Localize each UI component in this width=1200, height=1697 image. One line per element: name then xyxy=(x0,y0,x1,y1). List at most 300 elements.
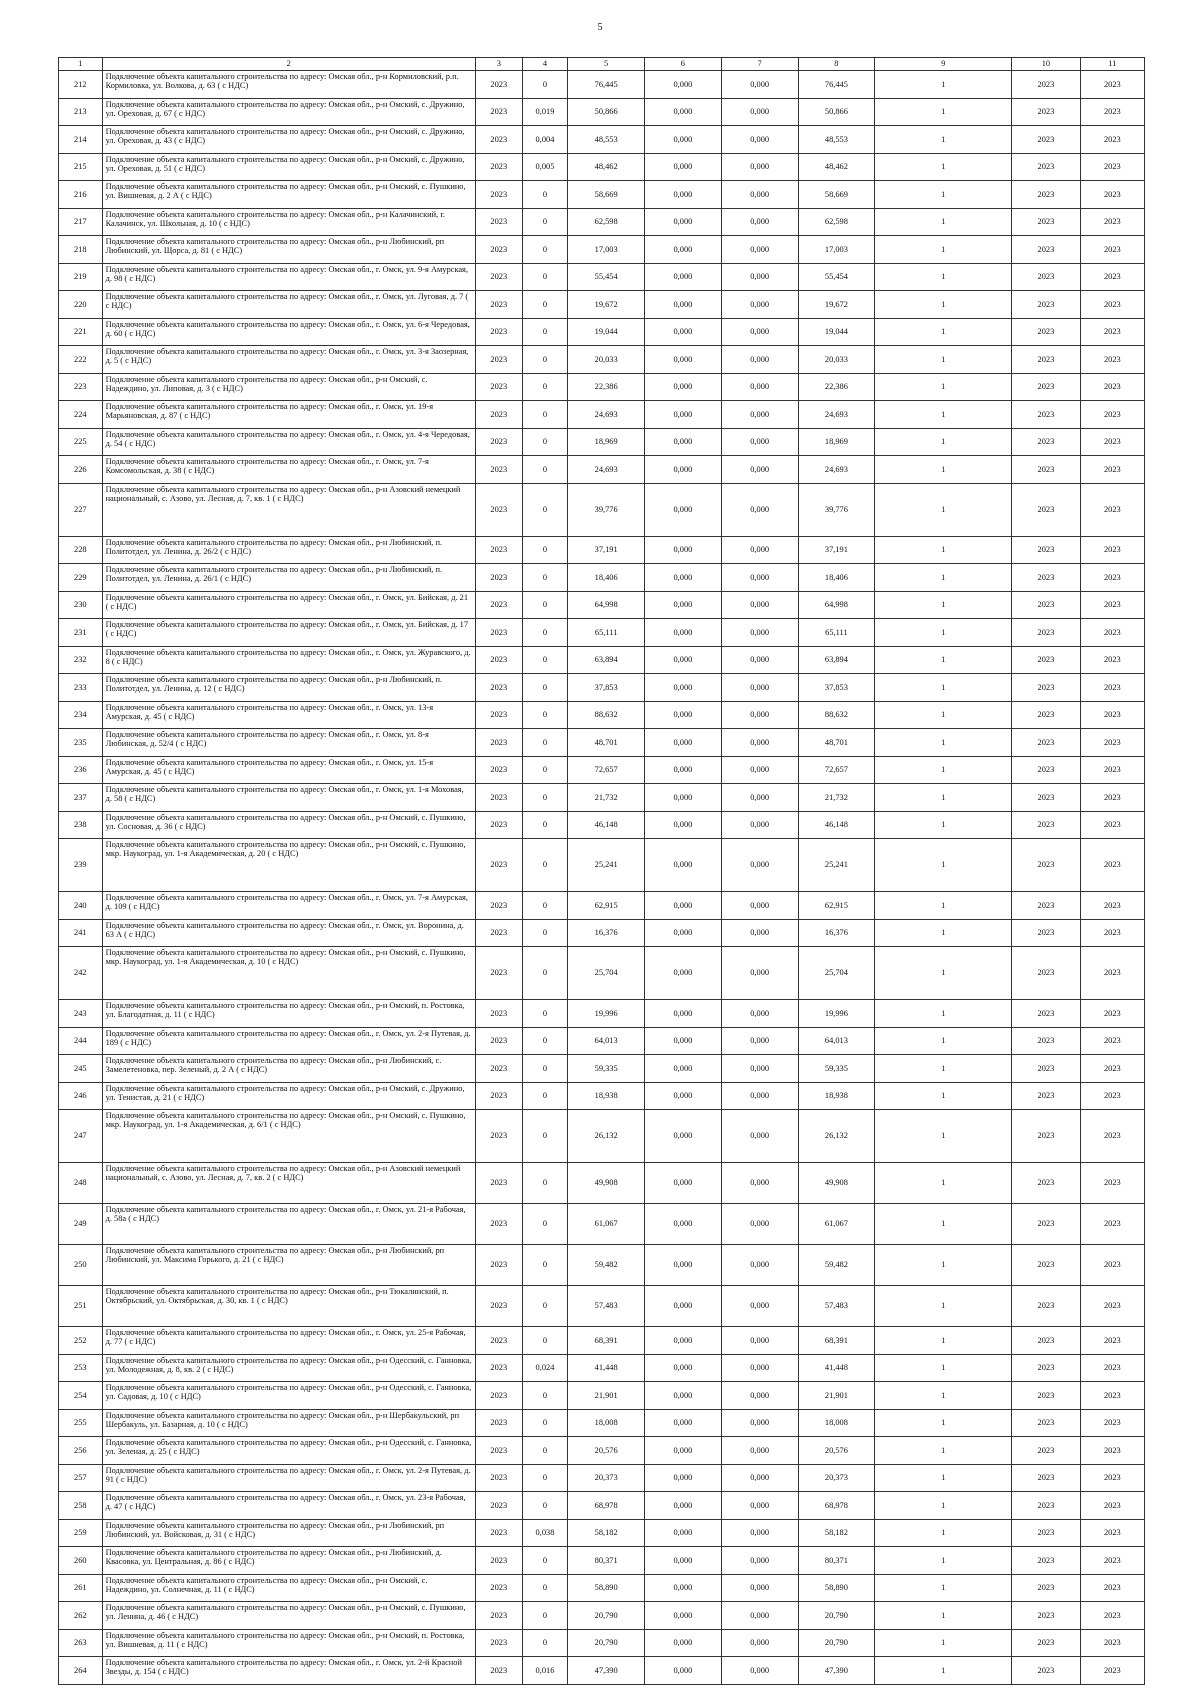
value-col7: 0,000 xyxy=(721,208,798,236)
object-description: Подключение объекта капитального строительства по адресу: Омская обл., г. Омск, ул. Бийская, д. 17 ( с НДС) xyxy=(102,619,475,647)
value-col7: 0,000 xyxy=(721,263,798,291)
year-cell: 2023 xyxy=(475,892,522,920)
table-row xyxy=(59,729,1145,757)
value-col4: 0 xyxy=(522,1574,568,1602)
year-start-cell: 2023 xyxy=(1012,1354,1080,1382)
value-col6: 0,000 xyxy=(645,1204,722,1245)
value-col9: 1 xyxy=(875,1547,1012,1575)
value-col4: 0 xyxy=(522,892,568,920)
value-col7: 0,000 xyxy=(721,1027,798,1055)
year-cell: 2023 xyxy=(475,619,522,647)
value-col7: 0,000 xyxy=(721,1629,798,1657)
object-description: Подключение объекта капитального строительства по адресу: Омская обл., р-н Любинский, п. Политотдел, ул. Ленина, д. 26/2 ( с НДС) xyxy=(102,536,475,564)
value-col5: 41,448 xyxy=(568,1354,645,1382)
year-end-cell: 2023 xyxy=(1080,98,1144,126)
year-cell: 2023 xyxy=(475,1547,522,1575)
table-row xyxy=(59,373,1145,401)
table-row xyxy=(59,1409,1145,1437)
year-cell: 2023 xyxy=(475,428,522,456)
value-col5: 20,373 xyxy=(568,1464,645,1492)
table-row xyxy=(59,401,1145,429)
value-col4: 0 xyxy=(522,263,568,291)
value-col5: 47,390 xyxy=(568,1657,645,1685)
value-col5: 58,669 xyxy=(568,181,645,209)
year-end-cell: 2023 xyxy=(1080,181,1144,209)
row-number: 218 xyxy=(59,236,103,264)
value-col8: 48,553 xyxy=(798,126,875,154)
year-start-cell: 2023 xyxy=(1012,318,1080,346)
year-cell: 2023 xyxy=(475,1492,522,1520)
value-col8: 17,003 xyxy=(798,236,875,264)
value-col4: 0 xyxy=(522,456,568,484)
year-start-cell: 2023 xyxy=(1012,1110,1080,1163)
value-col8: 76,445 xyxy=(798,71,875,99)
value-col7: 0,000 xyxy=(721,619,798,647)
object-description: Подключение объекта капитального строительства по адресу: Омская обл., г. Омск, ул. 2-я Путевая, д. 91 ( с НДС) xyxy=(102,1464,475,1492)
object-description: Подключение объекта капитального строительства по адресу: Омская обл., р-н Любинский, п. Политотдел, ул. Ленина, д. 12 ( с НДС) xyxy=(102,674,475,702)
row-number: 231 xyxy=(59,619,103,647)
value-col5: 22,386 xyxy=(568,373,645,401)
year-start-cell: 2023 xyxy=(1012,1082,1080,1110)
table-row xyxy=(59,126,1145,154)
value-col4: 0 xyxy=(522,1437,568,1465)
value-col8: 21,732 xyxy=(798,784,875,812)
value-col7: 0,000 xyxy=(721,1382,798,1410)
row-number: 252 xyxy=(59,1327,103,1355)
row-number: 261 xyxy=(59,1574,103,1602)
value-col5: 19,044 xyxy=(568,318,645,346)
value-col5: 57,483 xyxy=(568,1286,645,1327)
year-end-cell: 2023 xyxy=(1080,1437,1144,1465)
year-cell: 2023 xyxy=(475,839,522,892)
value-col8: 64,998 xyxy=(798,591,875,619)
value-col8: 24,693 xyxy=(798,456,875,484)
value-col5: 68,391 xyxy=(568,1327,645,1355)
value-col5: 49,908 xyxy=(568,1163,645,1204)
row-number: 230 xyxy=(59,591,103,619)
value-col6: 0,000 xyxy=(645,318,722,346)
object-description: Подключение объекта капитального строительства по адресу: Омская обл., г. Омск, ул. 2-й Красной Звезды, д. 154 ( с НДС) xyxy=(102,1657,475,1685)
year-start-cell: 2023 xyxy=(1012,1437,1080,1465)
year-end-cell: 2023 xyxy=(1080,1409,1144,1437)
value-col6: 0,000 xyxy=(645,1163,722,1204)
year-start-cell: 2023 xyxy=(1012,591,1080,619)
value-col7: 0,000 xyxy=(721,1409,798,1437)
year-end-cell: 2023 xyxy=(1080,1082,1144,1110)
value-col4: 0 xyxy=(522,1204,568,1245)
object-description: Подключение объекта капитального строительства по адресу: Омская обл., р-н Омский, с. Дружино, ул. Тенистая, д. 21 ( с НДС) xyxy=(102,1082,475,1110)
value-col6: 0,000 xyxy=(645,346,722,374)
year-end-cell: 2023 xyxy=(1080,1547,1144,1575)
value-col6: 0,000 xyxy=(645,1437,722,1465)
value-col9: 1 xyxy=(875,1409,1012,1437)
value-col9: 1 xyxy=(875,1382,1012,1410)
value-col7: 0,000 xyxy=(721,674,798,702)
object-description: Подключение объекта капитального строительства по адресу: Омская обл., р-н Омский, с. Пушкино, ул. Ленина, д. 46 ( с НДС) xyxy=(102,1602,475,1630)
value-col9: 1 xyxy=(875,1245,1012,1286)
value-col9: 1 xyxy=(875,181,1012,209)
year-start-cell: 2023 xyxy=(1012,291,1080,319)
value-col4: 0 xyxy=(522,1000,568,1028)
value-col7: 0,000 xyxy=(721,756,798,784)
value-col8: 19,672 xyxy=(798,291,875,319)
value-col9: 1 xyxy=(875,784,1012,812)
value-col9: 1 xyxy=(875,591,1012,619)
value-col7: 0,000 xyxy=(721,811,798,839)
year-start-cell: 2023 xyxy=(1012,1027,1080,1055)
object-description: Подключение объекта капитального строительства по адресу: Омская обл., г. Омск, ул. 13-я Амурская, д. 45 ( с НДС) xyxy=(102,701,475,729)
row-number: 235 xyxy=(59,729,103,757)
value-col5: 17,003 xyxy=(568,236,645,264)
value-col4: 0 xyxy=(522,646,568,674)
object-description: Подключение объекта капитального строительства по адресу: Омская обл., г. Омск, ул. 1-я Моховая, д. 58 ( с НДС) xyxy=(102,784,475,812)
value-col4: 0 xyxy=(522,1492,568,1520)
value-col7: 0,000 xyxy=(721,1519,798,1547)
object-description: Подключение объекта капитального строительства по адресу: Омская обл., р-н Одесский, с. Ганновка, ул. Молодежная, д. 8, кв. 2 ( с НДС) xyxy=(102,1354,475,1382)
value-col5: 80,371 xyxy=(568,1547,645,1575)
value-col8: 63,894 xyxy=(798,646,875,674)
table-row xyxy=(59,1204,1145,1245)
table-row xyxy=(59,756,1145,784)
object-description: Подключение объекта капитального строительства по адресу: Омская обл., р-н Омский, с. Пушкино, мкр. Наукоград, ул. 1-я Академическая, д. 6/1 ( с НДС) xyxy=(102,1110,475,1163)
object-description: Подключение объекта капитального строительства по адресу: Омская обл., г. Омск, ул. 21-я Рабочая, д. 58а ( с НДС) xyxy=(102,1204,475,1245)
value-col4: 0 xyxy=(522,591,568,619)
row-number: 254 xyxy=(59,1382,103,1410)
value-col5: 24,693 xyxy=(568,456,645,484)
year-start-cell: 2023 xyxy=(1012,263,1080,291)
table-row xyxy=(59,1027,1145,1055)
value-col4: 0 xyxy=(522,1055,568,1083)
table-row xyxy=(59,1382,1145,1410)
table-row xyxy=(59,1519,1145,1547)
year-start-cell: 2023 xyxy=(1012,839,1080,892)
row-number: 247 xyxy=(59,1110,103,1163)
table-row xyxy=(59,1492,1145,1520)
value-col4: 0 xyxy=(522,784,568,812)
value-col6: 0,000 xyxy=(645,1574,722,1602)
value-col7: 0,000 xyxy=(721,71,798,99)
value-col4: 0 xyxy=(522,1027,568,1055)
object-description: Подключение объекта капитального строительства по адресу: Омская обл., г. Омск, ул. 4-я Чередовая, д. 54 ( с НДС) xyxy=(102,428,475,456)
object-description: Подключение объекта капитального строительства по адресу: Омская обл., р-н Калачинский, г. Калачинск, ул. Школьная, д. 10 ( с НДС) xyxy=(102,208,475,236)
value-col7: 0,000 xyxy=(721,1547,798,1575)
table-row xyxy=(59,619,1145,647)
object-description: Подключение объекта капитального строительства по адресу: Омская обл., р-н Омский, с. Надеждино, ул. Солнечная, д. 11 ( с НДС) xyxy=(102,1574,475,1602)
value-col4: 0 xyxy=(522,483,568,536)
year-end-cell: 2023 xyxy=(1080,236,1144,264)
table-row xyxy=(59,811,1145,839)
row-number: 262 xyxy=(59,1602,103,1630)
value-col5: 19,672 xyxy=(568,291,645,319)
table-row xyxy=(59,591,1145,619)
year-cell: 2023 xyxy=(475,674,522,702)
value-col7: 0,000 xyxy=(721,1464,798,1492)
table-row xyxy=(59,536,1145,564)
value-col8: 48,701 xyxy=(798,729,875,757)
object-description: Подключение объекта капитального строительства по адресу: Омская обл., р-н Омский, с. Дружино, ул. Ореховая, д. 51 ( с НДС) xyxy=(102,153,475,181)
year-start-cell: 2023 xyxy=(1012,401,1080,429)
value-col8: 18,406 xyxy=(798,564,875,592)
table-row xyxy=(59,1082,1145,1110)
object-description: Подключение объекта капитального строительства по адресу: Омская обл., г. Омск, ул. Бийская, д. 21 ( с НДС) xyxy=(102,591,475,619)
value-col5: 20,576 xyxy=(568,1437,645,1465)
year-start-cell: 2023 xyxy=(1012,153,1080,181)
table-row xyxy=(59,1245,1145,1286)
value-col7: 0,000 xyxy=(721,236,798,264)
value-col9: 1 xyxy=(875,919,1012,947)
year-end-cell: 2023 xyxy=(1080,291,1144,319)
value-col8: 20,576 xyxy=(798,1437,875,1465)
value-col7: 0,000 xyxy=(721,1110,798,1163)
year-start-cell: 2023 xyxy=(1012,1204,1080,1245)
value-col5: 18,406 xyxy=(568,564,645,592)
value-col7: 0,000 xyxy=(721,947,798,1000)
value-col7: 0,000 xyxy=(721,291,798,319)
value-col6: 0,000 xyxy=(645,1629,722,1657)
table-row xyxy=(59,1327,1145,1355)
object-description: Подключение объекта капитального строительства по адресу: Омская обл., г. Омск, ул. 6-я Чередовая, д. 60 ( с НДС) xyxy=(102,318,475,346)
row-number: 239 xyxy=(59,839,103,892)
table-row xyxy=(59,263,1145,291)
value-col4: 0 xyxy=(522,619,568,647)
year-cell: 2023 xyxy=(475,784,522,812)
year-end-cell: 2023 xyxy=(1080,1492,1144,1520)
value-col9: 1 xyxy=(875,1354,1012,1382)
year-cell: 2023 xyxy=(475,126,522,154)
value-col6: 0,000 xyxy=(645,401,722,429)
year-end-cell: 2023 xyxy=(1080,153,1144,181)
column-header: 5 xyxy=(568,58,645,71)
value-col7: 0,000 xyxy=(721,126,798,154)
value-col8: 80,371 xyxy=(798,1547,875,1575)
row-number: 248 xyxy=(59,1163,103,1204)
value-col9: 1 xyxy=(875,428,1012,456)
value-col8: 19,044 xyxy=(798,318,875,346)
year-cell: 2023 xyxy=(475,98,522,126)
value-col6: 0,000 xyxy=(645,919,722,947)
value-col4: 0 xyxy=(522,756,568,784)
object-description: Подключение объекта капитального строительства по адресу: Омская обл., р-н Омский, с. Пушкино, мкр. Наукоград, ул. 1-я Академическая, д. 20 ( с НДС) xyxy=(102,839,475,892)
object-description: Подключение объекта капитального строительства по адресу: Омская обл., г. Омск, ул. 19-я Марьяновская, д. 87 ( с НДС) xyxy=(102,401,475,429)
value-col4: 0 xyxy=(522,1163,568,1204)
value-col7: 0,000 xyxy=(721,591,798,619)
value-col4: 0 xyxy=(522,564,568,592)
object-description: Подключение объекта капитального строительства по адресу: Омская обл., г. Омск, ул. Луговая, д. 7 ( с НДС) xyxy=(102,291,475,319)
value-col8: 50,866 xyxy=(798,98,875,126)
object-description: Подключение объекта капитального строительства по адресу: Омская обл., р-н Любинский, с. Замелетеновка, пер. Зеленый, д. 2 А ( с НДС) xyxy=(102,1055,475,1083)
year-cell: 2023 xyxy=(475,456,522,484)
value-col9: 1 xyxy=(875,1027,1012,1055)
value-col9: 1 xyxy=(875,291,1012,319)
row-number: 232 xyxy=(59,646,103,674)
year-cell: 2023 xyxy=(475,263,522,291)
year-start-cell: 2023 xyxy=(1012,98,1080,126)
value-col5: 48,553 xyxy=(568,126,645,154)
value-col7: 0,000 xyxy=(721,1204,798,1245)
year-cell: 2023 xyxy=(475,1409,522,1437)
value-col6: 0,000 xyxy=(645,1492,722,1520)
value-col4: 0,038 xyxy=(522,1519,568,1547)
value-col4: 0 xyxy=(522,1602,568,1630)
value-col8: 61,067 xyxy=(798,1204,875,1245)
value-col9: 1 xyxy=(875,1055,1012,1083)
value-col5: 18,969 xyxy=(568,428,645,456)
row-number: 264 xyxy=(59,1657,103,1685)
row-number: 226 xyxy=(59,456,103,484)
value-col6: 0,000 xyxy=(645,1327,722,1355)
value-col5: 62,598 xyxy=(568,208,645,236)
row-number: 237 xyxy=(59,784,103,812)
year-end-cell: 2023 xyxy=(1080,919,1144,947)
value-col8: 72,657 xyxy=(798,756,875,784)
value-col6: 0,000 xyxy=(645,1602,722,1630)
value-col7: 0,000 xyxy=(721,456,798,484)
year-cell: 2023 xyxy=(475,71,522,99)
value-col6: 0,000 xyxy=(645,1354,722,1382)
value-col5: 76,445 xyxy=(568,71,645,99)
value-col9: 1 xyxy=(875,373,1012,401)
table-row xyxy=(59,646,1145,674)
object-description: Подключение объекта капитального строительства по адресу: Омская обл., г. Омск, ул. 2-я Путевая, д. 189 ( с НДС) xyxy=(102,1027,475,1055)
value-col5: 25,241 xyxy=(568,839,645,892)
year-start-cell: 2023 xyxy=(1012,701,1080,729)
object-description: Подключение объекта капитального строительства по адресу: Омская обл., р-н Омский, с. Дружино, ул. Ореховая, д. 67 ( с НДС) xyxy=(102,98,475,126)
value-col7: 0,000 xyxy=(721,1082,798,1110)
value-col4: 0 xyxy=(522,401,568,429)
year-start-cell: 2023 xyxy=(1012,619,1080,647)
value-col8: 25,241 xyxy=(798,839,875,892)
value-col6: 0,000 xyxy=(645,947,722,1000)
value-col7: 0,000 xyxy=(721,1657,798,1685)
year-end-cell: 2023 xyxy=(1080,729,1144,757)
value-col8: 16,376 xyxy=(798,919,875,947)
object-description: Подключение объекта капитального строительства по адресу: Омская обл., р-н Тюкалинский, п. Октябрьский, ул. Октябрьская, д. 30, кв. 1 ( с НДС) xyxy=(102,1286,475,1327)
value-col4: 0 xyxy=(522,318,568,346)
value-col9: 1 xyxy=(875,1327,1012,1355)
year-start-cell: 2023 xyxy=(1012,208,1080,236)
value-col9: 1 xyxy=(875,619,1012,647)
table-row xyxy=(59,784,1145,812)
column-header: 8 xyxy=(798,58,875,71)
value-col4: 0,004 xyxy=(522,126,568,154)
object-description: Подключение объекта капитального строительства по адресу: Омская обл., р-н Омский, п. Ростовка, ул. Благодатная, д. 11 ( с НДС) xyxy=(102,1000,475,1028)
year-start-cell: 2023 xyxy=(1012,919,1080,947)
value-col5: 65,111 xyxy=(568,619,645,647)
value-col4: 0 xyxy=(522,1409,568,1437)
column-header: 4 xyxy=(522,58,568,71)
page-number: 5 xyxy=(597,22,603,33)
value-col7: 0,000 xyxy=(721,839,798,892)
value-col5: 16,376 xyxy=(568,919,645,947)
table-row xyxy=(59,1354,1145,1382)
value-col4: 0 xyxy=(522,373,568,401)
value-col4: 0 xyxy=(522,428,568,456)
value-col6: 0,000 xyxy=(645,591,722,619)
value-col8: 20,373 xyxy=(798,1464,875,1492)
value-col4: 0 xyxy=(522,71,568,99)
row-number: 228 xyxy=(59,536,103,564)
value-col5: 37,191 xyxy=(568,536,645,564)
value-col7: 0,000 xyxy=(721,1327,798,1355)
year-cell: 2023 xyxy=(475,1163,522,1204)
value-col5: 21,901 xyxy=(568,1382,645,1410)
year-end-cell: 2023 xyxy=(1080,784,1144,812)
year-end-cell: 2023 xyxy=(1080,1464,1144,1492)
value-col4: 0 xyxy=(522,1245,568,1286)
column-number-row xyxy=(59,58,1145,71)
value-col7: 0,000 xyxy=(721,1286,798,1327)
value-col6: 0,000 xyxy=(645,373,722,401)
year-start-cell: 2023 xyxy=(1012,456,1080,484)
object-description: Подключение объекта капитального строительства по адресу: Омская обл., г. Омск, ул. Журавского, д. 8 ( с НДС) xyxy=(102,646,475,674)
year-end-cell: 2023 xyxy=(1080,811,1144,839)
year-start-cell: 2023 xyxy=(1012,1464,1080,1492)
value-col6: 0,000 xyxy=(645,1082,722,1110)
year-start-cell: 2023 xyxy=(1012,1382,1080,1410)
object-description: Подключение объекта капитального строительства по адресу: Омская обл., г. Омск, ул. 7-я Комсомольская, д. 38 ( с НДС) xyxy=(102,456,475,484)
year-cell: 2023 xyxy=(475,1574,522,1602)
value-col9: 1 xyxy=(875,98,1012,126)
row-number: 251 xyxy=(59,1286,103,1327)
value-col4: 0 xyxy=(522,701,568,729)
value-col9: 1 xyxy=(875,1082,1012,1110)
row-number: 242 xyxy=(59,947,103,1000)
year-cell: 2023 xyxy=(475,1110,522,1163)
table-row xyxy=(59,1163,1145,1204)
year-start-cell: 2023 xyxy=(1012,483,1080,536)
table-row xyxy=(59,1437,1145,1465)
row-number: 258 xyxy=(59,1492,103,1520)
year-cell: 2023 xyxy=(475,1027,522,1055)
value-col9: 1 xyxy=(875,126,1012,154)
value-col5: 46,148 xyxy=(568,811,645,839)
object-description: Подключение объекта капитального строительства по адресу: Омская обл., г. Омск, ул. 25-я Рабочая, д. 77 ( с НДС) xyxy=(102,1327,475,1355)
value-col8: 25,704 xyxy=(798,947,875,1000)
row-number: 236 xyxy=(59,756,103,784)
value-col9: 1 xyxy=(875,483,1012,536)
year-end-cell: 2023 xyxy=(1080,346,1144,374)
year-end-cell: 2023 xyxy=(1080,591,1144,619)
value-col9: 1 xyxy=(875,401,1012,429)
year-end-cell: 2023 xyxy=(1080,1602,1144,1630)
year-end-cell: 2023 xyxy=(1080,1354,1144,1382)
row-number: 253 xyxy=(59,1354,103,1382)
year-cell: 2023 xyxy=(475,701,522,729)
value-col4: 0 xyxy=(522,729,568,757)
value-col9: 1 xyxy=(875,208,1012,236)
year-end-cell: 2023 xyxy=(1080,1519,1144,1547)
object-description: Подключение объекта капитального строительства по адресу: Омская обл., г. Омск, ул. 9-я Амурская, д. 98 ( с НДС) xyxy=(102,263,475,291)
value-col7: 0,000 xyxy=(721,401,798,429)
row-number: 259 xyxy=(59,1519,103,1547)
table-row xyxy=(59,1000,1145,1028)
value-col8: 58,182 xyxy=(798,1519,875,1547)
value-col4: 0 xyxy=(522,208,568,236)
year-start-cell: 2023 xyxy=(1012,947,1080,1000)
table-row xyxy=(59,674,1145,702)
year-end-cell: 2023 xyxy=(1080,619,1144,647)
year-cell: 2023 xyxy=(475,756,522,784)
value-col9: 1 xyxy=(875,1204,1012,1245)
year-end-cell: 2023 xyxy=(1080,1574,1144,1602)
year-start-cell: 2023 xyxy=(1012,1245,1080,1286)
value-col9: 1 xyxy=(875,536,1012,564)
column-header: 11 xyxy=(1080,58,1144,71)
table-row xyxy=(59,1629,1145,1657)
year-start-cell: 2023 xyxy=(1012,236,1080,264)
year-end-cell: 2023 xyxy=(1080,756,1144,784)
table-row xyxy=(59,456,1145,484)
